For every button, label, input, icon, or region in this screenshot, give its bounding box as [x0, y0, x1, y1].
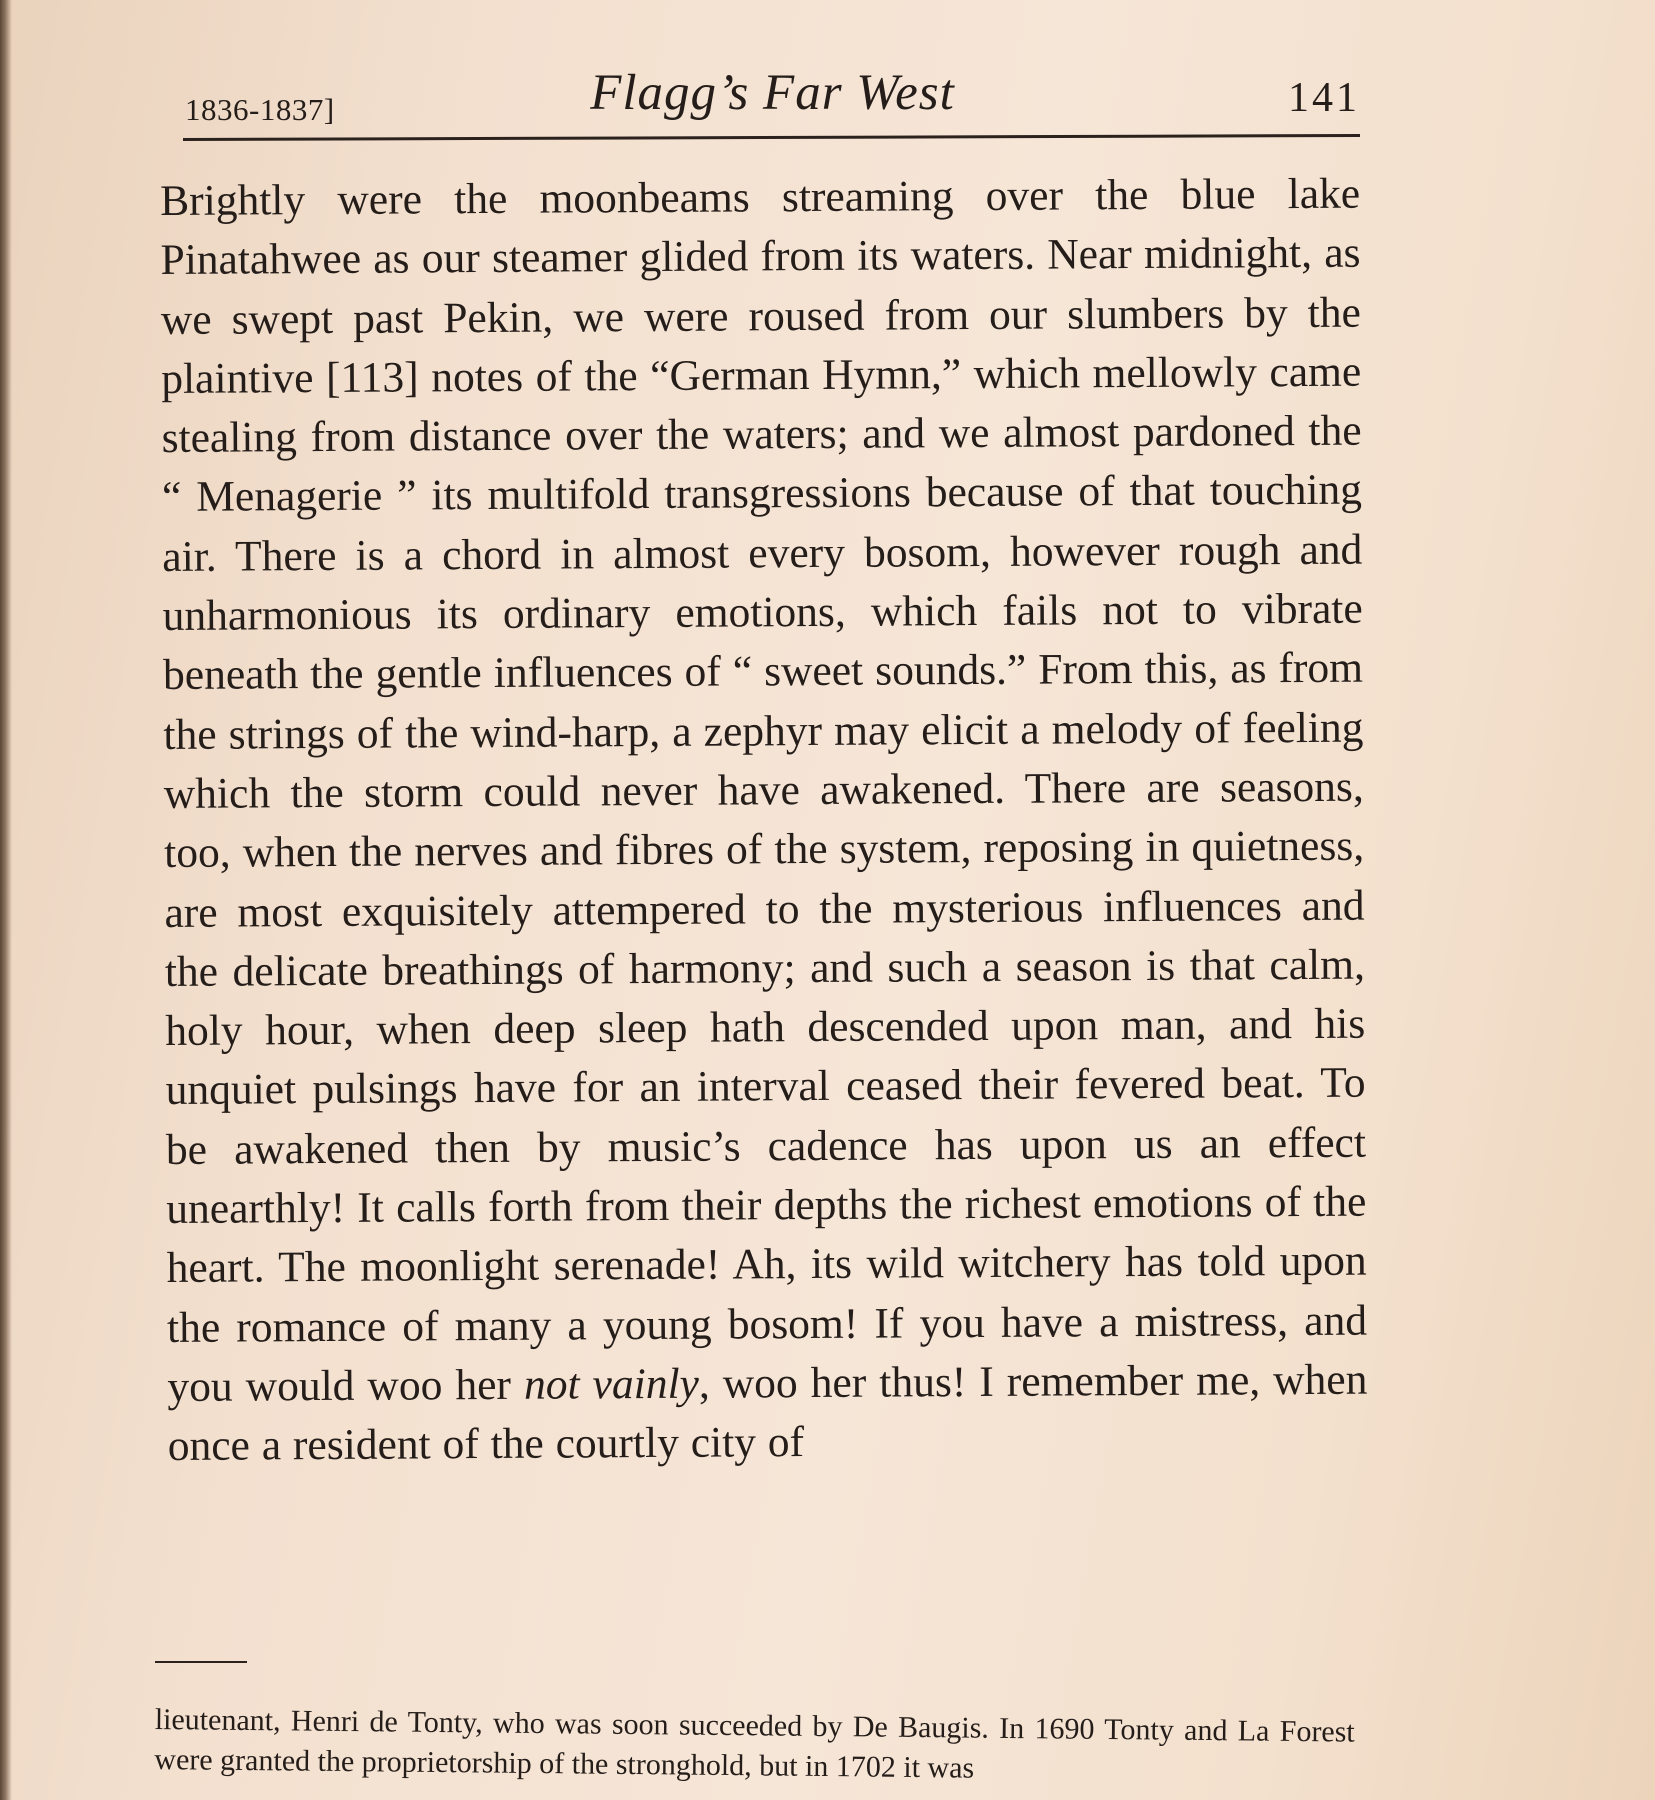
page-binding-edge: [0, 0, 12, 1800]
footnote: lieutenant, Henri de Tonty, who was soon succeeded by De Baugis. In 1690 Tonty and La Forest were granted the proprietorship of the stronghold, but in 1702 it was: [154, 1702, 1355, 1785]
running-head: [185, 62, 1360, 132]
body-text-emphasis: not vainly: [523, 1359, 700, 1409]
header-rule: [183, 134, 1360, 141]
page-number: 141: [1288, 75, 1360, 121]
body-text-intro: Brightly were the moonbeams streaming over the blue lake Pinatahwee as our steamer glided from its waters. Near midnight, as we swept past Pekin, we were roused from our slumbers by the plaintive [113] notes of the “German Hymn,” which mellowly came stealing from distance over the waters; and we almost pardoned the “ Menagerie ” its multifold transgressions because of that touching air. There is a chord in almost every bosom, however rough and unharmonious its ordinary emotions, which fails not to vibrate beneath the gentle influences of “ sweet sounds.” From this, as from the strings of the wind-harp, a zephyr may elicit a melody of feeling which the storm could never have awakened. There are seasons, too, when the nerves and fibres of the system, reposing in quietness, are most exquisitely attempered to the mysterious influences and the delicate breathings of harmony; and such a season is that calm, holy hour, when deep sleep hath descended upon man, and his unquiet pulsings have for an interval ceased their fevered beat. To be awakened then by music’s cadence has upon us an effect unearthly! It calls forth from their depths the richest emotions of the heart. The moonlight serenade! Ah, its wild witchery has told upon the romance of many a young bosom! If you have a mistress, and you would woo her: [160, 169, 1368, 1411]
body-paragraph: [160, 165, 1368, 1477]
header-title: Flagg’s Far West: [590, 65, 955, 121]
body-text-outro: , woo her thus! I remember me, when once a resident of the courtly city of: [167, 1355, 1368, 1471]
footnote-rule: [155, 1661, 247, 1663]
header-date-range: 1836-1837]: [185, 92, 335, 127]
